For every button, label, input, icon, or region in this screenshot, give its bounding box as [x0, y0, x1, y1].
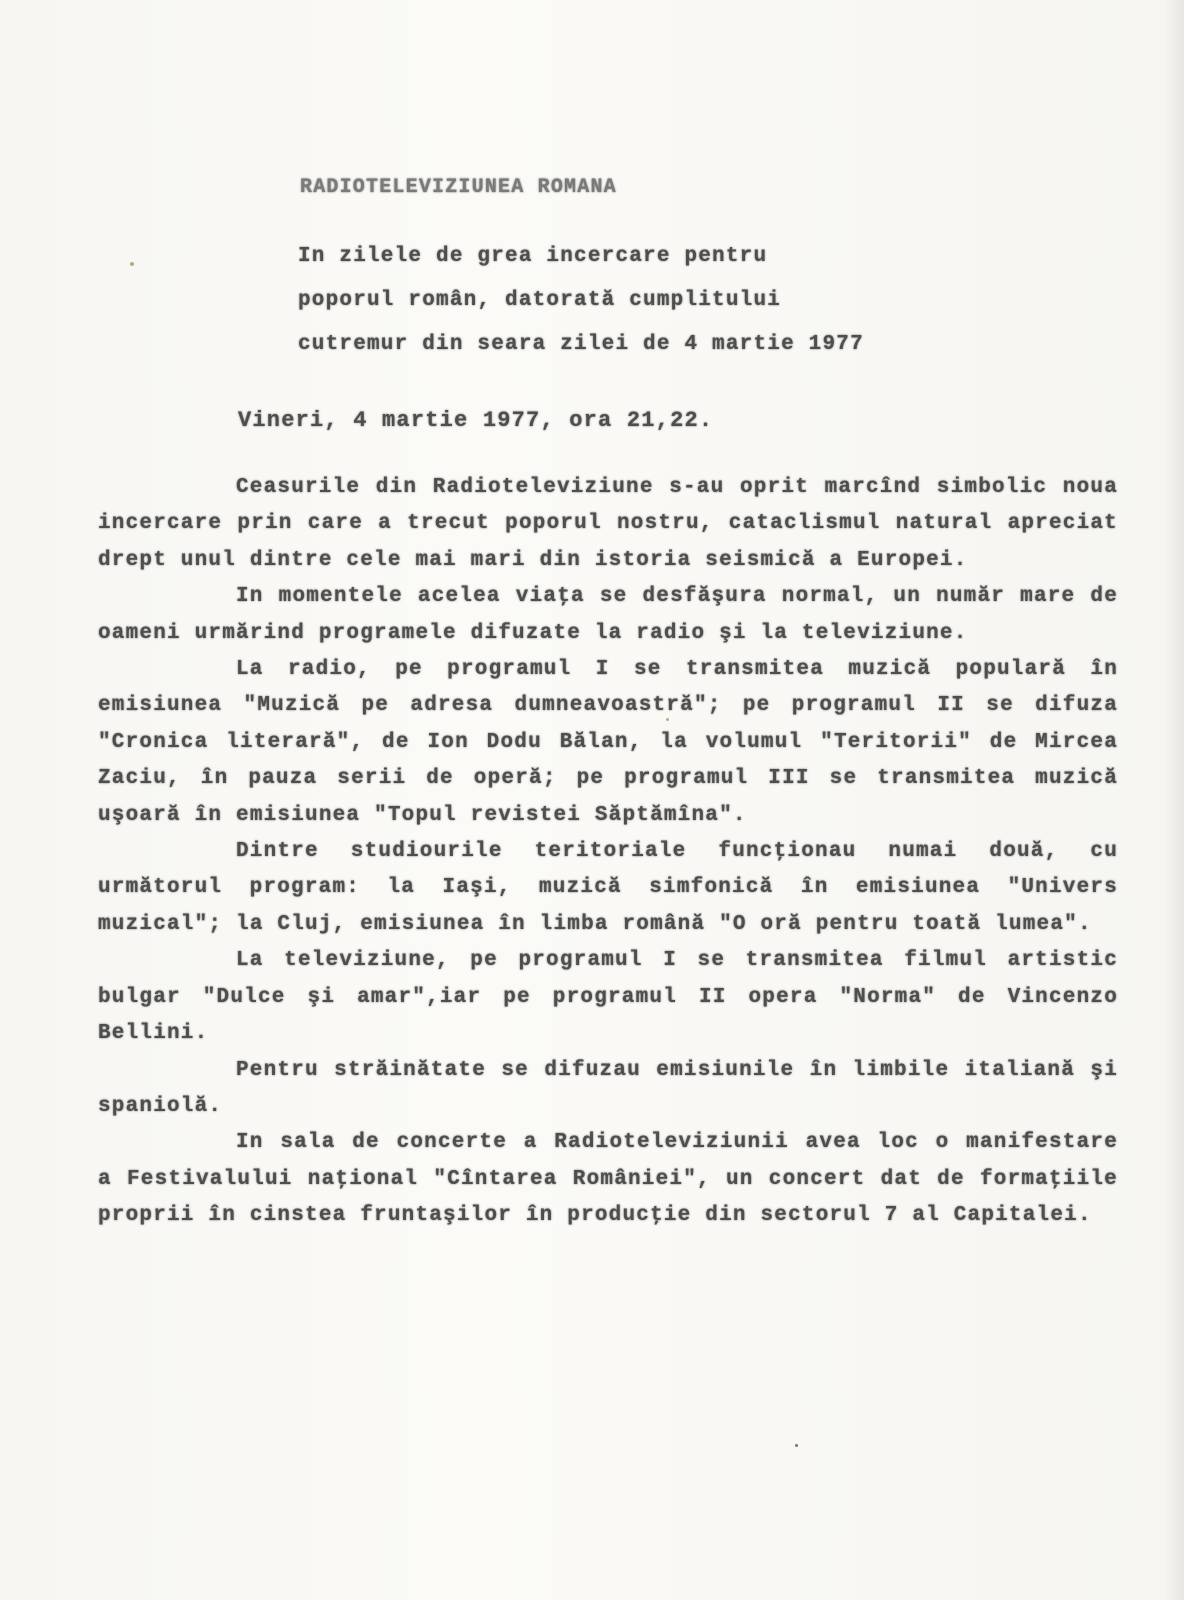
heading-line: poporul român, datorată cumplitului — [298, 289, 782, 312]
heading-line: cutremur din seara zilei de 4 martie 1977 — [298, 333, 864, 356]
institution-name: RADIOTELEVIZIUNEA ROMANA — [300, 176, 617, 199]
paragraph: La televiziune, pe programul I se transmitea filmul artistic bulgar "Dulce şi amar",iar pe programul II opera "Norma" de Vincenzo Bellini. — [98, 949, 1118, 1046]
paper-speck — [666, 718, 669, 721]
heading-line: In zilele de grea incercare pentru — [298, 245, 768, 268]
paragraph: Ceasurile din Radioteleviziune s-au oprit marcînd simbolic noua incercare prin care a trecut poporul nostru, cataclismul natural apreciat drept unul dintre cele mai mari din istoria seismică a Europei. — [98, 476, 1118, 572]
paper-speck — [130, 262, 134, 266]
paragraph: In sala de concerte a Radioteleviziunii avea loc o manifestare a Festivalului naţional "Cîntarea României", un concert dat de formaţiile proprii în cinstea fruntaşilor în producţie din sectorul 7 al Capitalei. — [98, 1131, 1118, 1228]
document-body — [98, 470, 1118, 1235]
document-heading — [298, 235, 978, 367]
paragraph: La radio, pe programul I se transmitea muzică populară în emisiunea "Muzică pe adresa dumneavoastră"; pe programul II se difuza "Cronica literară", de Ion Dodu Bălan, la volumul "Teritorii" de Mircea Zaciu, în pauza serii de operă; pe programul III se transmitea muzică uşoară în emisiunea "Topul revistei Săptămîna". — [98, 658, 1118, 827]
dateline: Vineri, 4 martie 1977, ora 21,22. — [238, 408, 714, 433]
paragraph: In momentele acelea viaţa se desfăşura normal, un număr mare de oameni urmărind programele difuzate la radio şi la televiziune. — [98, 585, 1118, 645]
paper-speck — [795, 1444, 798, 1447]
paragraph: Dintre studiourile teritoriale funcţionau numai două, cu următorul program: la Iaşi, muzică simfonică în emisiunea "Univers muzical"; la Cluj, emisiunea în limba română "O oră pentru toată lumea". — [98, 840, 1118, 936]
paragraph: Pentru străinătate se difuzau emisiunile în limbile italiană şi spaniolă. — [98, 1058, 1118, 1118]
